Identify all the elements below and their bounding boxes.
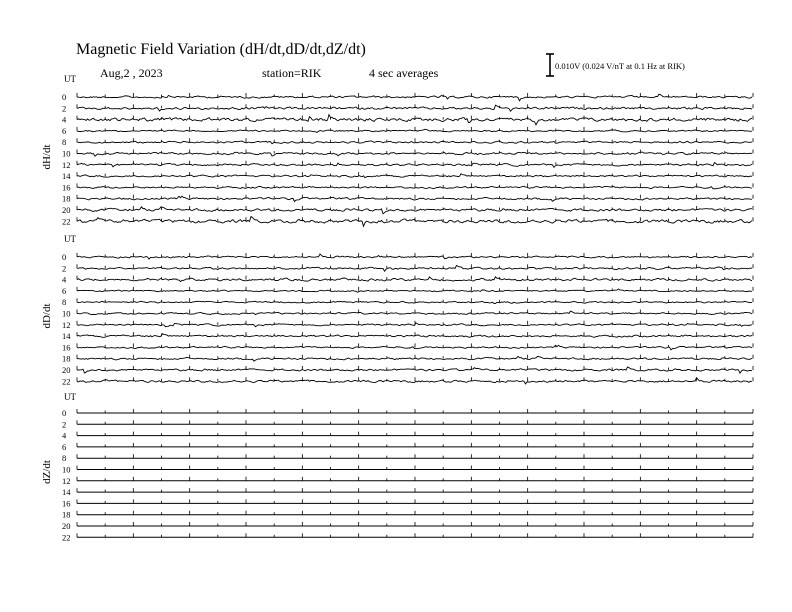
- hour-tick-label: 16: [62, 182, 71, 193]
- hour-tick-label: 12: [62, 159, 71, 170]
- ut-label: UT: [64, 392, 76, 402]
- hour-tick-label: 14: [62, 331, 71, 342]
- hour-tick-label: 10: [62, 308, 71, 319]
- ut-label: UT: [64, 234, 76, 244]
- trace-line: [77, 334, 752, 338]
- trace-line: [77, 163, 752, 168]
- trace-line: [77, 323, 752, 327]
- hour-tick-label: 10: [62, 464, 71, 475]
- hour-tick-label: 22: [62, 532, 71, 543]
- hour-tick-label: 8: [62, 137, 67, 148]
- trace-line: [77, 196, 752, 202]
- panel-dd-dt: [41, 234, 753, 386]
- averaging-label: 4 sec averages: [369, 66, 439, 80]
- hour-tick-label: 4: [62, 430, 67, 441]
- trace-line: [77, 378, 752, 384]
- hour-tick-label: 14: [62, 171, 71, 182]
- hour-tick-label: 18: [62, 193, 71, 204]
- hour-tick-label: 20: [62, 365, 71, 375]
- trace-line: [77, 115, 752, 125]
- trace-line: [77, 266, 752, 272]
- panel-dz-dt: [41, 392, 753, 542]
- hour-tick-label: 0: [62, 92, 67, 102]
- hour-tick-label: 12: [62, 475, 71, 486]
- hour-tick-label: 22: [62, 216, 71, 227]
- hour-tick-label: 2: [62, 263, 67, 274]
- hour-tick-label: 0: [62, 408, 67, 418]
- trace-line: [77, 186, 752, 189]
- plot-title: Magnetic Field Variation (dH/dt,dD/dt,dZ/dt): [76, 41, 366, 58]
- panel-dh-dt: [41, 74, 753, 226]
- hour-tick-label: 18: [62, 353, 71, 364]
- ut-label: UT: [64, 74, 76, 84]
- trace-line: [77, 129, 752, 132]
- hour-tick-label: 20: [62, 521, 71, 531]
- hour-tick-label: 18: [62, 509, 71, 520]
- hour-tick-label: 8: [62, 453, 67, 464]
- trace-line: [77, 174, 752, 178]
- hour-tick-label: 6: [62, 285, 67, 296]
- trace-line: [77, 207, 752, 214]
- trace-line: [77, 277, 752, 282]
- trace-line: [77, 345, 752, 350]
- trace-line: [77, 141, 752, 144]
- trace-line: [77, 289, 752, 292]
- scale-note: 0.010V (0.024 V/nT at 0.1 Hz at RIK): [555, 61, 685, 71]
- hour-tick-label: 4: [62, 274, 67, 285]
- hour-tick-label: 4: [62, 114, 67, 125]
- hour-tick-label: 2: [62, 419, 67, 430]
- axis-ylabel: dD/dt: [41, 303, 53, 329]
- trace-line: [77, 367, 752, 373]
- trace-line: [77, 152, 752, 156]
- hour-tick-label: 6: [62, 441, 67, 452]
- hour-tick-label: 22: [62, 376, 71, 387]
- trace-line: [77, 105, 752, 111]
- trace-line: [77, 217, 752, 227]
- hour-tick-label: 12: [62, 319, 71, 330]
- trace-line: [77, 94, 752, 101]
- station-label: station=RIK: [262, 66, 322, 80]
- hour-tick-label: 14: [62, 487, 71, 498]
- hour-tick-label: 10: [62, 148, 71, 159]
- trace-line: [77, 311, 752, 315]
- trace-line: [77, 254, 752, 259]
- hour-tick-label: 2: [62, 103, 67, 114]
- axis-ylabel: dZ/dt: [41, 460, 53, 484]
- hour-tick-label: 16: [62, 498, 71, 509]
- scale-bar-icon: [546, 54, 554, 76]
- hour-tick-label: 0: [62, 252, 67, 262]
- hour-tick-label: 16: [62, 342, 71, 353]
- hour-tick-label: 8: [62, 297, 67, 308]
- date-label: Aug,2 , 2023: [100, 66, 163, 80]
- trace-line: [77, 356, 752, 361]
- axis-ylabel: dH/dt: [41, 144, 53, 170]
- hour-tick-label: 20: [62, 205, 71, 215]
- trace-line: [77, 301, 752, 303]
- hour-tick-label: 6: [62, 125, 67, 136]
